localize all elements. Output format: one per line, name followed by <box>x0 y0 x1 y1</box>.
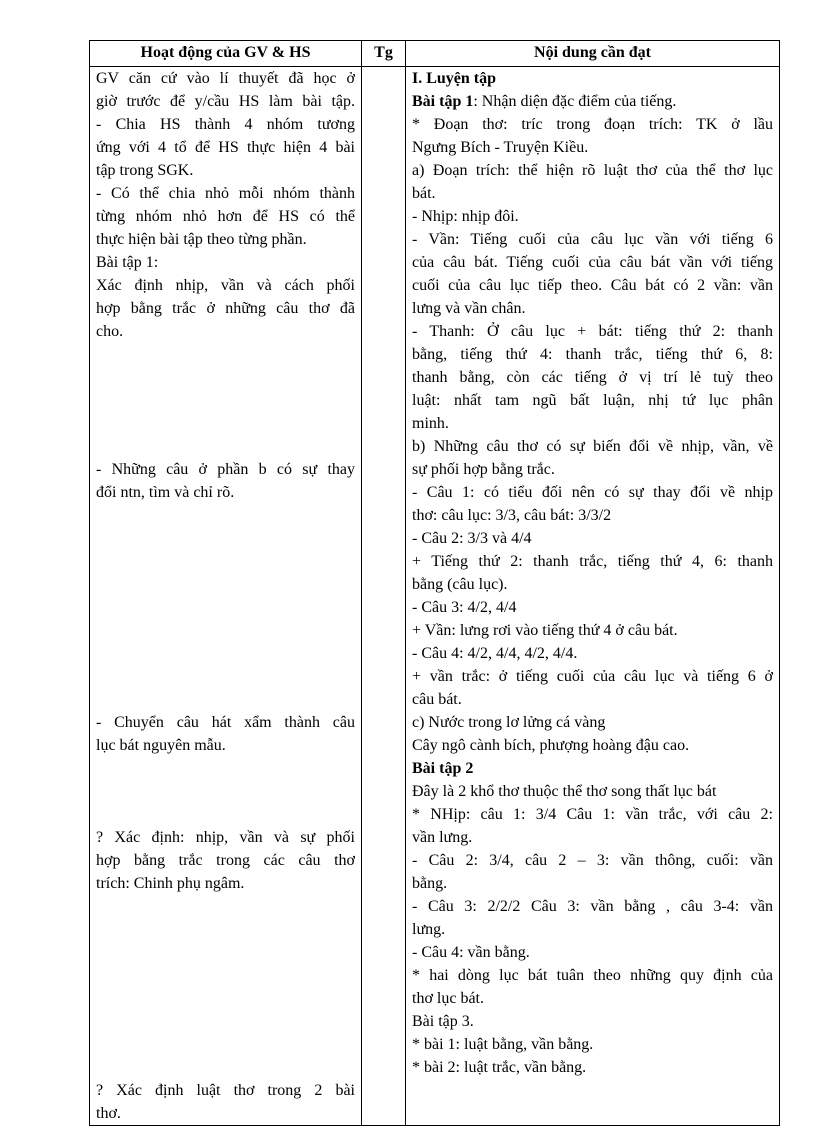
exercise-1-title <box>412 90 773 113</box>
activity-line: - Chuyển câu hát xẩm thành câu <box>96 714 355 731</box>
content-line: - Câu 3: 4/2, 4/4 <box>412 599 517 616</box>
content-line: + vần trắc: ở tiếng cuối của câu lục và tiếng 6 ở <box>412 668 773 685</box>
content-line: bằng, tiếng thứ 4: thanh trắc, tiếng thứ 6, 8: <box>412 346 773 363</box>
activity-line: - Chia HS thành 4 nhóm tương <box>96 116 355 133</box>
lesson-plan-table <box>89 40 780 1126</box>
activity-line: thực hiện bài tập theo từng phần. <box>96 231 307 248</box>
activity-line: tập trong SGK. <box>96 162 194 179</box>
content-line: của câu bát. Tiếng cuối của câu bát vần với tiếng <box>412 254 773 271</box>
content-line: thơ lục bát. <box>412 990 484 1007</box>
content-line: - Câu 2: 3/4, câu 2 – 3: vần thông, cuối: vần <box>412 852 773 869</box>
content-line: * bài 1: luật bằng, vần bằng. <box>412 1036 594 1053</box>
content-line: Ngưng Bích - Truyện Kiều. <box>412 139 589 156</box>
content-line: - Câu 1: có tiểu đối nên có sự thay đổi về nhịp <box>412 484 773 501</box>
activity-line: ứng với 4 tổ để HS thực hiện 4 bài <box>96 139 355 156</box>
content-line: - Nhịp: nhịp đôi. <box>412 208 519 225</box>
activity-line: từng nhóm nhỏ hơn để HS có thể <box>96 208 355 225</box>
activity-line: ? Xác định luật thơ trong 2 bài <box>96 1082 355 1099</box>
content-line: c) Nước trong lơ lửng cá vàng <box>412 714 606 731</box>
content-line: câu bát. <box>412 691 462 708</box>
exercise-1-label: Bài tập 1 <box>412 93 474 110</box>
content-line: bằng. <box>412 875 448 892</box>
content-line: * NHịp: câu 1: 3/4 Câu 1: vần trắc, với câu 2: <box>412 806 773 823</box>
activity-line: cho. <box>96 323 124 340</box>
activity-line: ? Xác định: nhịp, vần và sự phối <box>96 829 355 846</box>
content-line: thanh bằng, còn các tiếng ở vị trí lẻ tuỳ theo <box>412 369 773 386</box>
content-line: + Tiếng thứ 2: thanh trắc, tiếng thứ 4, 6: thanh <box>412 553 773 570</box>
header-row <box>90 41 780 67</box>
content-line: Cây ngô cành bích, phượng hoàng đậu cao. <box>412 737 690 754</box>
content-line: Bài tập 3. <box>412 1013 474 1030</box>
content-line: - Thanh: Ở câu lục + bát: tiếng thứ 2: thanh <box>412 323 773 340</box>
content-line: b) Những câu thơ có sự biến đổi về nhịp, vần, về <box>412 438 773 455</box>
activity-line: GV căn cứ vào lí thuyết đã học ở <box>96 70 355 87</box>
body-row <box>90 67 780 1126</box>
header-activity: Hoạt động của GV & HS <box>90 41 362 67</box>
content-line: * hai dòng lục bát tuân theo những quy định của <box>412 967 773 984</box>
activity-line: Xác định nhịp, vần và cách phối <box>96 277 355 294</box>
content-line: cuối của câu lục tiếp theo. Câu bát có 2 vần: vần <box>412 277 773 294</box>
activity-line: hợp bằng trắc ở những câu thơ đã <box>96 300 355 317</box>
content-line: luật: nhất tam ngũ bất luận, nhị tứ lục phân <box>412 392 773 409</box>
exercise-2-title: Bài tập 2 <box>412 760 474 777</box>
header-content: Nội dung cần đạt <box>406 41 780 67</box>
content-line: Đây là 2 khổ thơ thuộc thể thơ song thất lục bát <box>412 783 717 800</box>
activity-line: hợp bằng trắc trong các câu thơ <box>96 852 355 869</box>
activity-line: - Những câu ở phần b có sự thay <box>96 461 355 478</box>
activity-column <box>90 67 362 1126</box>
content-line: thơ: câu lục: 3/3, câu bát: 3/3/2 <box>412 507 612 524</box>
content-line: - Câu 4: 4/2, 4/4, 4/2, 4/4. <box>412 645 578 662</box>
content-line: - Câu 3: 2/2/2 Câu 3: vần bằng , câu 3-4: vần <box>412 898 773 915</box>
section-title: I. Luyện tập <box>412 70 497 87</box>
content-line: - Câu 2: 3/3 và 4/4 <box>412 530 532 547</box>
exercise-1-title-text: : Nhận diện đặc điểm của tiếng. <box>473 93 677 110</box>
activity-line: lục bát nguyên mẫu. <box>96 737 226 754</box>
content-line: + Vần: lưng rơi vào tiếng thứ 4 ở câu bát. <box>412 622 678 639</box>
content-line: vần lưng. <box>412 829 473 846</box>
content-line: - Vần: Tiếng cuối của câu lục vần với tiếng 6 <box>412 231 773 248</box>
time-column <box>362 67 406 1126</box>
activity-line: thơ. <box>96 1105 121 1122</box>
content-line: - Câu 4: vần bằng. <box>412 944 530 961</box>
content-line: * bài 2: luật trắc, vần bằng. <box>412 1059 587 1076</box>
header-time: Tg <box>362 41 406 67</box>
activity-line: đổi ntn, tìm và chỉ rõ. <box>96 484 235 501</box>
activity-line: - Có thể chia nhỏ mỗi nhóm thành <box>96 185 355 202</box>
content-line: minh. <box>412 415 449 432</box>
activity-line: trích: Chinh phụ ngâm. <box>96 875 245 892</box>
content-line: bằng (câu lục). <box>412 576 508 593</box>
activity-line: Bài tập 1: <box>96 254 159 271</box>
content-column <box>406 67 780 1126</box>
content-line: lưng. <box>412 921 446 938</box>
content-line: lưng và vần chân. <box>412 300 526 317</box>
activity-line: giờ trước để y/cầu HS làm bài tập. <box>96 93 355 110</box>
content-line: sự phối hợp bằng trắc. <box>412 461 555 478</box>
content-line: * Đoạn thơ: tríc trong đoạn trích: TK ở lầu <box>412 116 773 133</box>
content-line: a) Đoạn trích: thể hiện rõ luật thơ của thể thơ lục <box>412 162 773 179</box>
content-line: bát. <box>412 185 436 202</box>
